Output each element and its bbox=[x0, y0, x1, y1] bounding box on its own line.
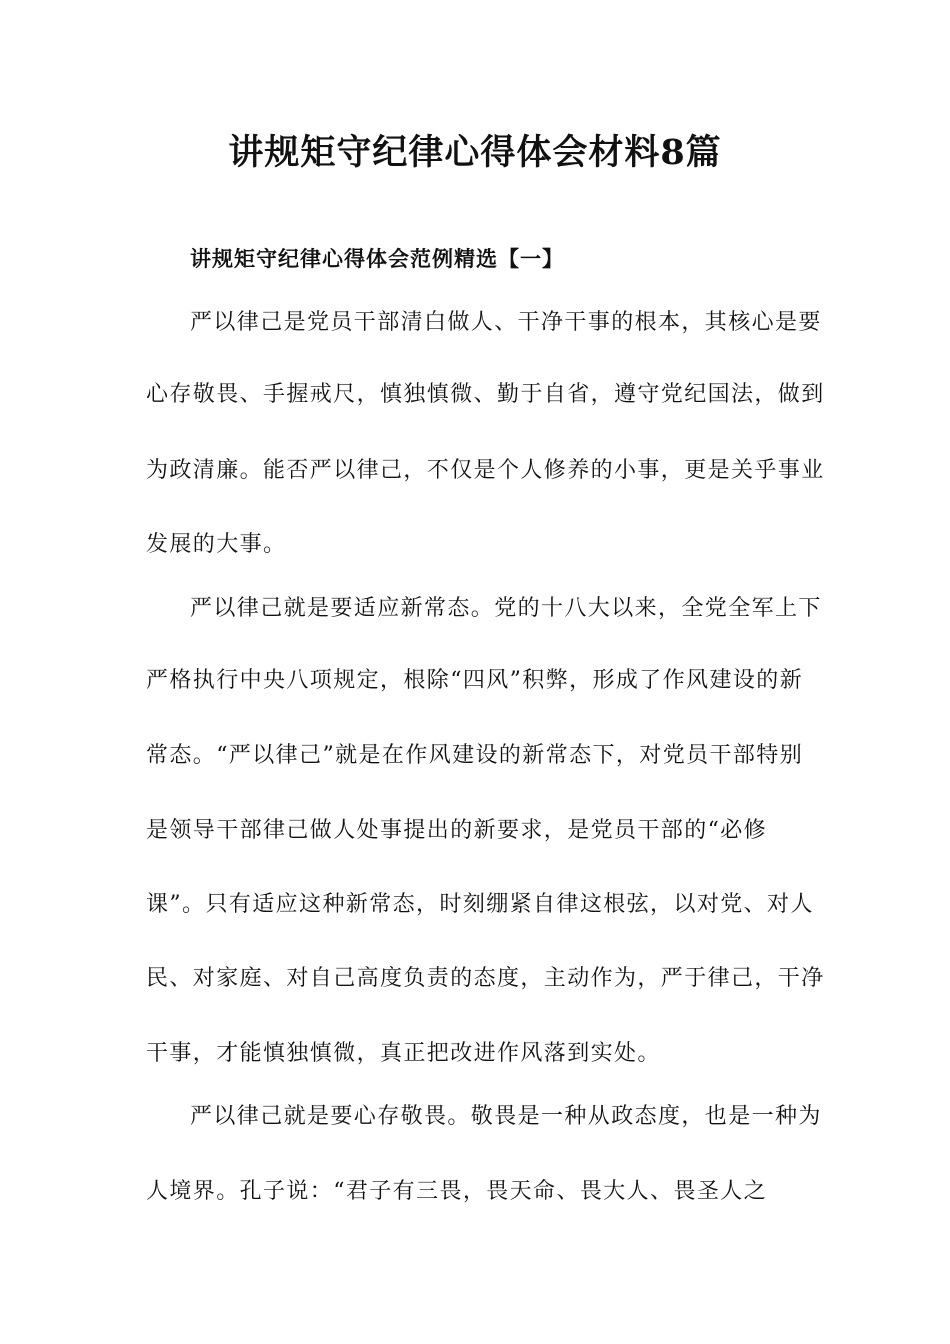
paragraph-line: 严格执行中央八项规定，根除“四风”积弊，形成了作风建设的新 bbox=[146, 668, 804, 693]
paragraph-line: 为政清廉。能否严以律己，不仅是个人修养的小事，更是关乎事业 bbox=[146, 458, 825, 483]
paragraph-line: 严以律己就是要适应新常态。党的十八大以来，全党全军上下 bbox=[190, 596, 822, 621]
paragraph-line: 是领导干部律己做人处事提出的新要求，是党员干部的“必修 bbox=[146, 818, 768, 843]
paragraph-line: 干事，才能慎独慎微，真正把改进作风落到实处。 bbox=[146, 1041, 661, 1066]
paragraph-line: 严以律己就是要心存敬畏。敬畏是一种从政态度，也是一种为 bbox=[190, 1104, 822, 1129]
paragraph-line: 民、对家庭、对自己高度负责的态度，主动作为，严于律己，干净 bbox=[146, 966, 825, 991]
paragraph-line: 常态。“严以律己”就是在作风建设的新常态下，对党员干部特别 bbox=[146, 743, 804, 768]
paragraph-line: 严以律己是党员干部清白做人、干净干事的根本，其核心是要 bbox=[190, 310, 822, 335]
paragraph-line: 心存敬畏、手握戒尺，慎独慎微、勤于自省，遵守党纪国法，做到 bbox=[146, 382, 825, 407]
document-title: 讲规矩守纪律心得体会材料8篇 bbox=[228, 132, 722, 173]
section-heading: 讲规矩守纪律心得体会范例精选【一】 bbox=[190, 246, 564, 271]
paragraph-line: 课”。只有适应这种新常态，时刻绷紧自律这根弦，以对党、对人 bbox=[146, 892, 814, 917]
paragraph-line: 发展的大事。 bbox=[146, 532, 287, 557]
paragraph-line: 人境界。孔子说：“君子有三畏，畏天命、畏大人、畏圣人之 bbox=[146, 1179, 768, 1204]
